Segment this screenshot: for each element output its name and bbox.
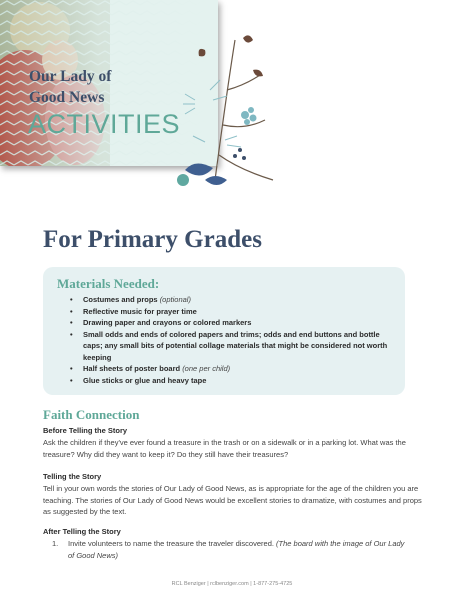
- bullet-icon: •: [70, 295, 73, 304]
- materials-list: [70, 294, 393, 386]
- before-story-text: Ask the children if they've ever found a treasure in the trash or on a sidewalk or in a parking lot. What was the treasure? Why did they want to keep it? Do they still have their treasures?: [43, 438, 406, 459]
- list-item: • Drawing paper and crayons or colored markers: [70, 318, 252, 327]
- telling-story-text: Tell in your own words the stories of Our Lady of Good News, as is appropriate for the age of the children you are teaching. The stories of Our Lady of Good News would be excellent stories to dramatize, with costumes and props as suggested by the text.: [43, 484, 422, 516]
- list-item: [52, 538, 412, 561]
- footer: RCL Benziger | rclbenziger.com | 1-877-275-4725: [171, 581, 293, 587]
- list-number: 1.: [52, 539, 59, 548]
- bullet-icon: •: [70, 329, 73, 339]
- bullet-icon: •: [70, 306, 73, 316]
- bullet-icon: •: [70, 318, 73, 327]
- bullet-icon: •: [70, 375, 73, 385]
- bullet-icon: •: [70, 364, 73, 373]
- materials-box: [43, 267, 405, 395]
- activities-title: ACTIVITIES: [28, 109, 181, 139]
- list-item: • Reflective music for prayer time: [70, 306, 197, 316]
- floral-decoration-icon: [165, 30, 285, 200]
- page-title: For Primary Grades: [43, 226, 262, 253]
- after-story-text: Invite volunteers to name the treasure the traveler discovered.: [68, 539, 277, 548]
- title-line-1: Our Lady of: [29, 68, 112, 85]
- title-line-2: Good News: [29, 89, 105, 106]
- after-story-heading: After Telling the Story: [43, 527, 121, 536]
- series-title: [29, 66, 111, 108]
- materials-heading: Materials Needed:: [57, 276, 160, 291]
- list-item: • Costumes and props (optional): [70, 295, 191, 304]
- list-item: • Small odds and ends of colored papers and trims; odds and end buttons and bottle caps; any small bits of potential collage materials that might be considered not worth keeping: [70, 329, 388, 362]
- faith-connection-heading: Faith Connection: [43, 407, 140, 422]
- before-story-heading: Before Telling the Story: [43, 426, 128, 435]
- list-item: • Half sheets of poster board (one per child): [70, 364, 231, 373]
- telling-story-heading: Telling the Story: [43, 472, 102, 481]
- after-story-note: (The board with the image of Our Lady of Good News): [68, 539, 405, 560]
- list-item: • Glue sticks or glue and heavy tape: [70, 375, 207, 385]
